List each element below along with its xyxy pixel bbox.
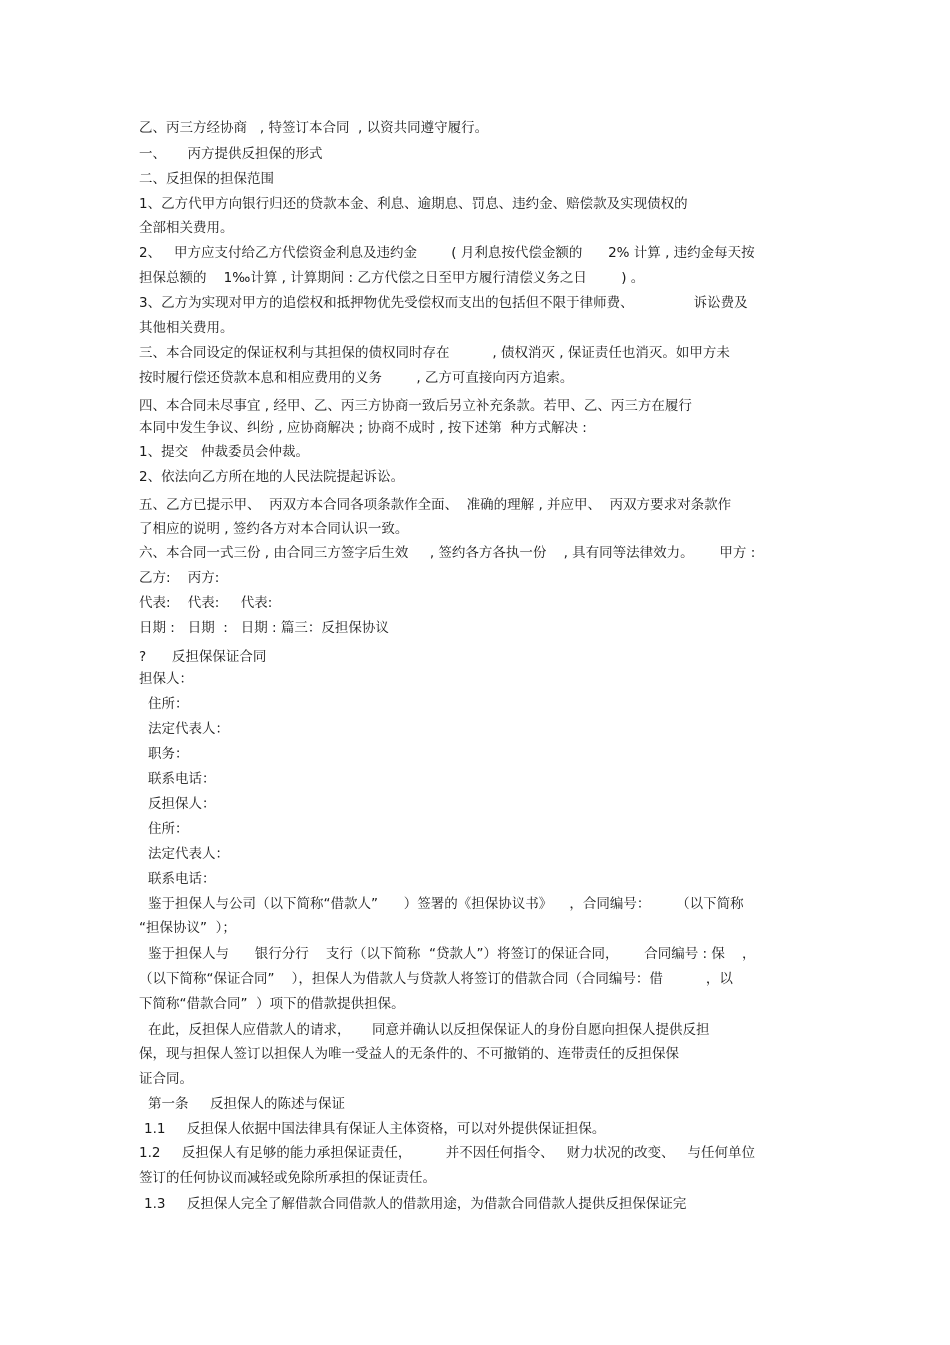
clause-line: 签订的任何协议而减轻或免除所承担的保证责任。 [139, 1170, 436, 1186]
section-heading: 一、 丙方提供反担保的形式 [139, 146, 323, 162]
text-line: 本同中发生争议、纠纷 , 应协商解决 ; 协商不成时 , 按下述第 种方式解决 : [139, 420, 587, 436]
text-line: “担保协议” ）； [139, 920, 236, 936]
text-line: 其他相关费用。 [139, 320, 234, 336]
text-line: 五、乙方已提示甲、 丙双方本合同各项条款作全面、 准确的理解 , 并应甲、 丙双方要求对条款作 [139, 497, 732, 513]
field-label: 反担保人： [148, 796, 216, 812]
text-line: 3、乙方为实现对甲方的追偿权和抵押物优先受偿权而支出的包括但不限于律师费、 诉讼费及 [139, 295, 748, 311]
text-line: 乙、丙三方经协商 , 特签订本合同 , 以资共同遵守履行。 [139, 120, 489, 136]
clause-line: 1.2 反担保人有足够的能力承担保证责任， 并不因任何指令、 财力状况的改变、 与任何单位 [139, 1145, 756, 1161]
article-heading: 第一条 反担保人的陈述与保证 [148, 1096, 345, 1112]
text-line: 四、本合同未尽事宜 , 经甲、乙、丙三方协商一致后另立补充条款。若甲、乙、丙三方在履行 [139, 398, 692, 414]
field-label: 联系电话： [148, 771, 216, 787]
text-line: 了相应的说明 , 签约各方对本合同认识一致。 [139, 521, 409, 537]
text-line: 证合同。 [139, 1071, 193, 1087]
field-label: 职务： [148, 746, 189, 762]
field-label: 住所： [148, 821, 189, 837]
text-line: 全部相关费用。 [139, 220, 234, 236]
text-line: 鉴于担保人与公司（以下简称“借款人” ）签署的《担保协议书》 ，合同编号： （以下简称 [148, 896, 744, 912]
text-line: 鉴于担保人与 银行分行 支行（以下简称 “贷款人”）将签订的保证合同， 合同编号 : 保 ， [148, 946, 756, 962]
section-heading: 二、反担保的担保范围 [139, 171, 274, 187]
field-label: 担保人： [139, 671, 193, 687]
text-line: 1、提交 仲裁委员会仲裁。 [139, 444, 309, 460]
signature-line: 日期 : 日期 : 日期 : 篇三：反担保协议 [139, 620, 389, 636]
text-line: 保，现与担保人签订以担保人为唯一受益人的无条件的、不可撤销的、连带责任的反担保保 [139, 1046, 679, 1062]
text-line: 2、 甲方应支付给乙方代偿资金利息及违约金 ( 月利息按代偿金额的 2% 计算 , 违约金每天按 [139, 245, 755, 261]
field-label: 法定代表人： [148, 721, 229, 737]
text-line: 六、本合同一式三份 , 由合同三方签字后生效 , 签约各方各执一份 , 具有同等法律效力。 甲方 : [139, 545, 756, 561]
document-title: ? 反担保保证合同 [139, 649, 267, 665]
clause-line: 1.1 反担保人依据中国法律具有保证人主体资格，可以对外提供保证担保。 [144, 1121, 606, 1137]
text-line: 下简称“借款合同” ）项下的借款提供担保。 [139, 996, 405, 1012]
field-label: 住所： [148, 696, 189, 712]
field-label: 法定代表人： [148, 846, 229, 862]
text-line: 在此，反担保人应借款人的请求， 同意并确认以反担保保证人的身份自愿向担保人提供反担 [148, 1022, 710, 1038]
text-line: 按时履行偿还贷款本息和相应费用的义务 , 乙方可直接向丙方追索。 [139, 370, 574, 386]
signature-line: 代表: 代表: 代表: [139, 595, 273, 611]
text-line: 1、乙方代甲方向银行归还的贷款本金、利息、逾期息、罚息、违约金、赔偿款及实现债权的 [139, 196, 688, 212]
clause-line: 1.3 反担保人完全了解借款合同借款人的借款用途，为借款合同借款人提供反担保保证完 [144, 1196, 687, 1212]
signature-line: 乙方: 丙方: [139, 570, 220, 586]
field-label: 联系电话： [148, 871, 216, 887]
text-line: 三、本合同设定的保证权利与其担保的债权同时存在 , 债权消灭 , 保证责任也消灭。如甲方未 [139, 345, 730, 361]
text-line: 担保总额的 1‰计算 , 计算期间 : 乙方代偿之日至甲方履行清偿义务之日 ) 。 [139, 270, 645, 286]
text-line: （以下简称“保证合同” ），担保人为借款人与贷款人将签订的借款合同（合同编号：借 ，以 [139, 971, 733, 987]
text-line: 2、依法向乙方所在地的人民法院提起诉讼。 [139, 469, 405, 485]
